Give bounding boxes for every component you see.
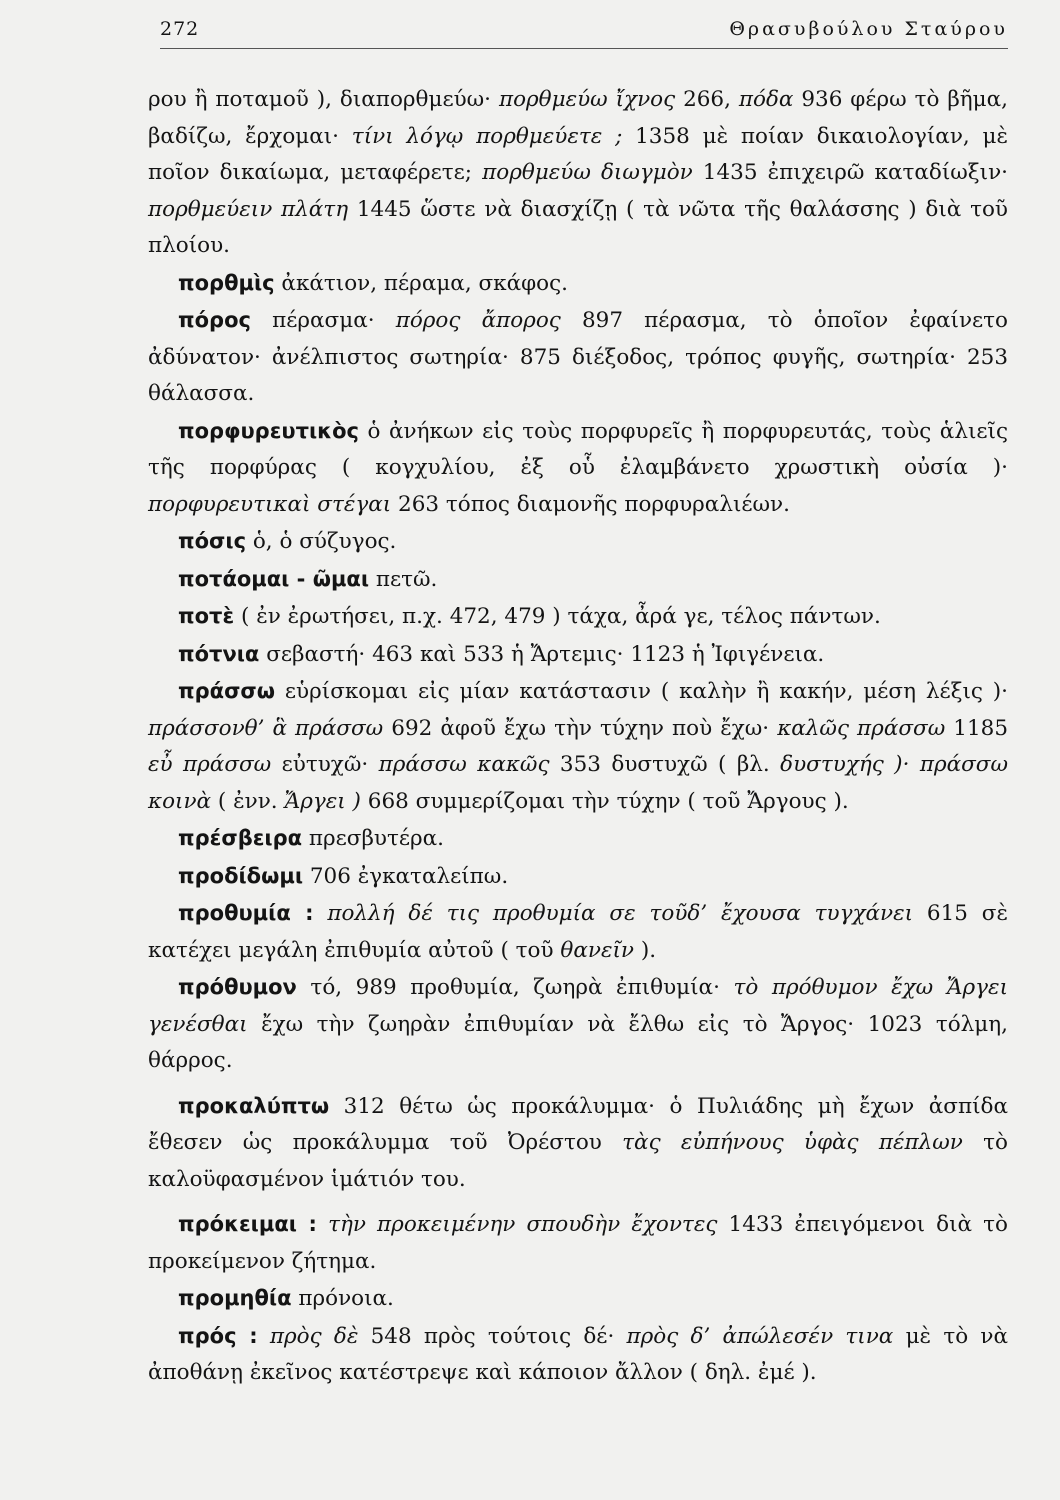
- entry-prothymia: προθυμία : πολλή δέ τις προθυμία σε τοῦδ’ ἔχουσα τυγχάνει 615 σὲ κατέχει μεγάλη ἐπιθυμία αὐτοῦ ( τοῦ θανεῖν ).: [148, 901, 1008, 963]
- headword: πόρος: [178, 308, 251, 332]
- glossary-body: [148, 82, 1008, 1392]
- entry-potaomai: ποτάομαι - ῶμαι πετῶ.: [178, 566, 438, 592]
- headword: πρόκειμαι :: [178, 1212, 317, 1236]
- headword: πόσις: [178, 529, 247, 553]
- headword: προθυμία :: [178, 901, 314, 925]
- entry-posis: πόσις ὁ, ὁ σύζυγος.: [178, 529, 397, 554]
- entry-presbeira: πρέσβειρα πρεσβυτέρα.: [178, 826, 445, 851]
- entry-prodidomi: προδίδωμι 706 ἐγκαταλείπω.: [178, 863, 509, 889]
- entry-porphyreutikos: πορφυρευτικὸς ὁ ἀνήκων εἰς τοὺς πορφυρεῖς ἢ πορφυρευτάς, τοὺς ἁλιεῖς τῆς πορφύρας ( κογχυλίου, ἐξ οὗ ἐλαμβάνετο χρωστικὴ οὐσία )· πορφυρευτικαὶ στέγαι 263 τόπος διαμονῆς πορφυραλιέων.: [148, 418, 1008, 517]
- entry-prasso: πράσσω εὑρίσκομαι εἰς μίαν κατάστασιν ( καλὴν ἢ κακήν, μέση λέξις )· πράσσονθ’ ἃ πράσσω 692 ἀφοῦ ἔχω τὴν τύχην ποὺ ἔχω· καλῶς πράσσω 1185 εὖ πράσσω εὐτυχῶ· πράσσω κακῶς 353 δυστυχῶ ( βλ. δυστυχής )· πράσσω κοινὰ ( ἐνν. Ἄργει ) 668 συμμερίζομαι τὴν τύχην ( τοῦ Ἄργους ).: [148, 679, 1008, 814]
- headword: προμηθία: [178, 1286, 292, 1310]
- headword: πράσσω: [178, 679, 276, 703]
- headword: πορφυρευτικὸς: [178, 418, 359, 443]
- entry-promithia: προμηθία πρόνοια.: [178, 1286, 394, 1311]
- headword: πρέσβειρα: [178, 826, 303, 850]
- entry-prothymon: πρόθυμον τό, 989 προθυμία, ζωηρὰ ἐπιθυμία· τὸ πρόθυμον ἔχω Ἄργει γενέσθαι ἔχω τὴν ζωηρὰν ἐπιθυμίαν νὰ ἔλθω εἰς τὸ Ἄργος· 1023 τόλμη, θάρρος.: [148, 975, 1009, 1073]
- headword: πρός :: [178, 1323, 258, 1348]
- headword: ποτὲ: [178, 604, 235, 628]
- entry-pote: ποτὲ ( ἐν ἐρωτήσει, π.χ. 472, 479 ) τάχα, ἆρά γε, τέλος πάντων.: [178, 604, 881, 629]
- headword: πορθμὶς: [178, 270, 275, 295]
- entry-porthmis: πορθμὶς ἀκάτιον, πέραμα, σκάφος.: [178, 270, 569, 296]
- running-title: Θρασυβούλου Σταύρου: [729, 18, 1008, 40]
- headword: ποτάομαι - ῶμαι: [178, 566, 370, 591]
- headword: προκαλύπτω: [178, 1093, 330, 1118]
- entry-poros: πόρος πέρασμα· πόρος ἄπορος 897 πέρασμα, τὸ ὁποῖον ἐφαίνετο ἀδύνατον· ἀνέλπιστος σωτηρία· 875 διέξοδος, τρόπος φυγῆς, σωτηρία· 253 θάλασσα.: [148, 308, 1008, 406]
- entry-prokalypto: προκαλύπτω 312 θέτω ὡς προκάλυμμα· ὁ Πυλιάδης μὴ ἔχων ἀσπίδα ἔθεσεν ὡς προκάλυμμα τοῦ Ὀρέστου τὰς εὐπήνους ὑφὰς πέπλων τὸ καλοϋφασμένον ἱμάτιόν του.: [148, 1093, 1008, 1192]
- entry-continuation: ρου ἢ ποταμοῦ ), διαπορθμεύω· πορθμεύω ἴχνος 266, πόδα 936 φέρω τὸ βῆμα, βαδίζω, ἔρχομαι· τίνι λόγῳ πορθμεύετε ; 1358 μὲ ποίαν δικαιολογίαν, μὲ ποῖον δικαίωμα, μεταφέρετε; πορθμεύω διωγμὸν 1435 ἐπιχειρῶ καταδίωξιν· πορθμεύειν πλάτη 1445 ὥστε νὰ διασχίζῃ ( τὰ νῶτα τῆς θαλάσσης ) διὰ τοῦ πλοίου.: [148, 87, 1009, 258]
- entry-prokeimai: πρόκειμαι : τὴν προκειμένην σπουδὴν ἔχοντες 1433 ἐπειγόμενοι διὰ τὸ προκείμενον ζήτημα.: [148, 1212, 1008, 1274]
- page-header: [160, 18, 1008, 49]
- page-number: 272: [160, 18, 200, 40]
- entry-potnia: πότνια σεβαστή· 463 καὶ 533 ἡ Ἄρτεμις· 1123 ἡ Ἰφιγένεια.: [178, 641, 825, 667]
- headword: πότνια: [178, 641, 260, 666]
- entry-pros: πρός : πρὸς δὲ 548 πρὸς τούτοις δέ· πρὸς δ’ ἀπώλεσέν τινα μὲ τὸ νὰ ἀποθάνῃ ἐκεῖνος κατέστρεψε καὶ κάποιον ἄλλον ( δηλ. ἐμέ ).: [148, 1323, 1008, 1385]
- headword: προδίδωμι: [178, 863, 303, 888]
- headword: πρόθυμον: [178, 975, 297, 999]
